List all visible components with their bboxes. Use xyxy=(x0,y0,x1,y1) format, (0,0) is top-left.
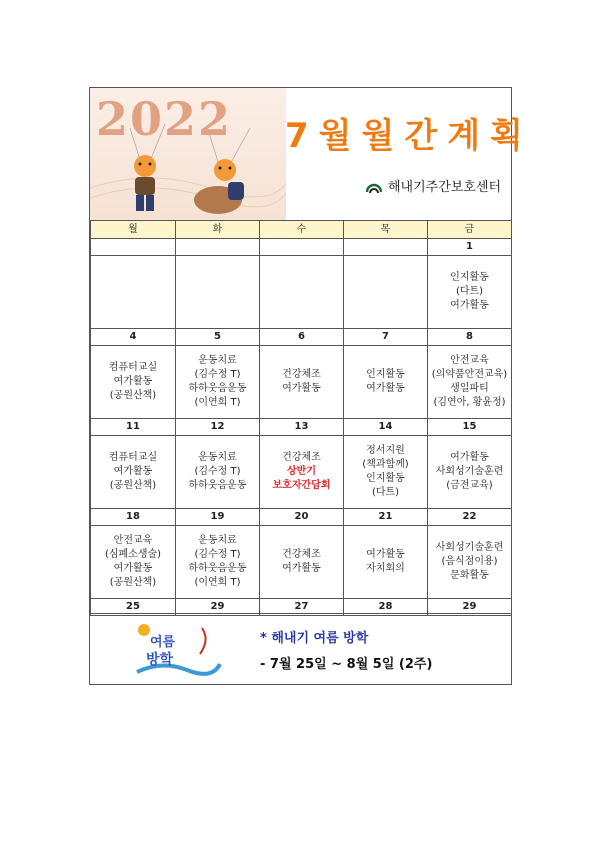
badge-text: 여름 xyxy=(150,635,176,650)
activity-row xyxy=(91,526,512,599)
activity-line: 여가활동 xyxy=(366,383,405,394)
date-number: 19 xyxy=(176,509,260,526)
center-name xyxy=(366,176,501,195)
weekday-header-row xyxy=(91,221,512,239)
weekday-header: 수 xyxy=(260,221,344,239)
activity-cell xyxy=(260,436,344,509)
activity-line: 인지활동 xyxy=(450,272,489,283)
activity-line: (음식점이용) xyxy=(441,556,498,567)
center-name-label: 해내기주간보호센터 xyxy=(388,180,502,195)
activity-line: 건강체조 xyxy=(282,549,321,560)
activity-line: 여가활동 xyxy=(366,549,405,560)
date-row xyxy=(91,509,512,526)
vacation-text xyxy=(260,626,432,678)
date-number xyxy=(344,239,428,256)
activity-line: (이연희 T) xyxy=(194,397,241,408)
vacation-dates: - 7월 25일 ~ 8월 5일 (2주) xyxy=(260,657,433,672)
activity-line: 여가활동 xyxy=(450,300,489,311)
tiger-balloon-illustration xyxy=(90,88,286,220)
date-number xyxy=(176,239,260,256)
activity-line: 문화활동 xyxy=(450,570,489,581)
center-logo-icon xyxy=(366,182,382,194)
activity-line: 인지활동 xyxy=(366,473,405,484)
activity-line: 사회성기술훈련 xyxy=(435,542,504,553)
summer-vacation-notice xyxy=(90,613,511,685)
activity-line: 운동치료 xyxy=(198,535,237,546)
activity-line: (김수정 T) xyxy=(194,466,241,477)
date-number xyxy=(260,239,344,256)
activity-cell xyxy=(428,526,512,599)
activity-cell xyxy=(91,346,176,419)
calendar-header xyxy=(90,88,533,220)
date-number: 22 xyxy=(428,509,512,526)
activity-line: 안전교육 xyxy=(113,535,153,546)
date-number: 11 xyxy=(91,419,176,436)
activity-line: 여가활동 xyxy=(113,563,153,574)
activity-cell xyxy=(428,436,512,509)
activity-row xyxy=(91,346,512,419)
vacation-title: * 해내기 여름 방학 xyxy=(260,631,369,646)
date-number: 27 xyxy=(260,599,344,616)
activity-line: 보호자간담회 xyxy=(272,480,331,491)
activity-line: 상반기 xyxy=(287,466,316,477)
activity-cell xyxy=(176,346,260,419)
date-number: 8 xyxy=(428,329,512,346)
activity-line: (김수정 T) xyxy=(194,549,241,560)
activity-line: 안전교육 xyxy=(450,355,489,366)
badge-text-2: 방학 xyxy=(146,652,174,668)
date-number: 6 xyxy=(260,329,344,346)
activity-cell xyxy=(260,256,344,329)
activity-line: 하하웃음운동 xyxy=(188,383,247,394)
date-number: 4 xyxy=(91,329,176,346)
activity-cell xyxy=(428,346,512,419)
activity-cell xyxy=(91,436,176,509)
date-number: 1 xyxy=(428,239,512,256)
activity-line: 컴퓨터교실 xyxy=(108,362,158,373)
activity-row xyxy=(91,256,512,329)
weekday-header: 화 xyxy=(176,221,260,239)
activity-line: (다트) xyxy=(455,286,484,297)
activity-line: 하하웃음운동 xyxy=(188,563,247,574)
monthly-calendar-table xyxy=(90,220,512,616)
activity-line: 여가활동 xyxy=(282,563,321,574)
activity-line: 컴퓨터교실 xyxy=(108,452,158,463)
date-number: 13 xyxy=(260,419,344,436)
activity-line: (의약품안전교육) xyxy=(431,369,508,380)
activity-line: 건강체조 xyxy=(282,452,321,463)
activity-cell xyxy=(91,526,176,599)
activity-line: 하하웃음운동 xyxy=(188,480,247,491)
activity-line: (심폐소생술) xyxy=(104,549,162,560)
date-number: 14 xyxy=(344,419,428,436)
activity-line: (금전교육) xyxy=(446,480,493,491)
activity-cell xyxy=(344,256,428,329)
date-row xyxy=(91,239,512,256)
date-number: 28 xyxy=(344,599,428,616)
date-number: 12 xyxy=(176,419,260,436)
date-number: 20 xyxy=(260,509,344,526)
activity-line: (책과함께) xyxy=(362,459,409,470)
weekday-header: 목 xyxy=(344,221,428,239)
year-balloons: 2022 xyxy=(96,92,233,146)
page-title: 7월월간계획 xyxy=(285,116,533,156)
date-row xyxy=(91,329,512,346)
activity-cell xyxy=(260,526,344,599)
date-row xyxy=(91,419,512,436)
activity-line: (다트) xyxy=(371,487,400,498)
activity-line: (공원산책) xyxy=(109,390,157,401)
weekday-header: 월 xyxy=(91,221,176,239)
activity-line: 여가활동 xyxy=(282,383,321,394)
activity-line: 사회성기술훈련 xyxy=(435,466,504,477)
date-number: 25 xyxy=(91,599,176,616)
activity-line: 자치회의 xyxy=(366,563,405,574)
activity-line: (김연아, 황윤정) xyxy=(433,397,506,408)
date-number: 21 xyxy=(344,509,428,526)
date-number: 18 xyxy=(91,509,176,526)
activity-line: 운동치료 xyxy=(198,355,237,366)
activity-line: 여가활동 xyxy=(450,452,489,463)
weekday-header: 금 xyxy=(428,221,512,239)
activity-line: 생일파티 xyxy=(450,383,489,394)
activity-line: (공원산책) xyxy=(109,480,157,491)
activity-line: 인지활동 xyxy=(366,369,405,380)
activity-line: 여가활동 xyxy=(113,376,153,387)
activity-cell xyxy=(344,346,428,419)
calendar-document xyxy=(89,87,533,685)
activity-line: (공원산책) xyxy=(109,577,157,588)
date-number: 7 xyxy=(344,329,428,346)
activity-cell xyxy=(176,526,260,599)
activity-line: 건강체조 xyxy=(282,369,321,380)
activity-line: (김수정 T) xyxy=(194,369,241,380)
activity-cell xyxy=(428,256,512,329)
summer-vacation-badge-icon xyxy=(132,620,222,680)
activity-cell xyxy=(91,256,176,329)
activity-line: 정서지원 xyxy=(366,445,405,456)
activity-line: 운동치료 xyxy=(198,452,237,463)
activity-cell xyxy=(344,436,428,509)
activity-cell xyxy=(260,346,344,419)
activity-row xyxy=(91,436,512,509)
activity-line: 여가활동 xyxy=(113,466,153,477)
activity-cell xyxy=(344,526,428,599)
activity-cell xyxy=(176,436,260,509)
activity-line: (이연희 T) xyxy=(194,577,241,588)
date-number: 29 xyxy=(176,599,260,616)
date-number xyxy=(91,239,176,256)
activity-cell xyxy=(176,256,260,329)
date-number: 15 xyxy=(428,419,512,436)
date-number: 29 xyxy=(428,599,512,616)
date-number: 5 xyxy=(176,329,260,346)
